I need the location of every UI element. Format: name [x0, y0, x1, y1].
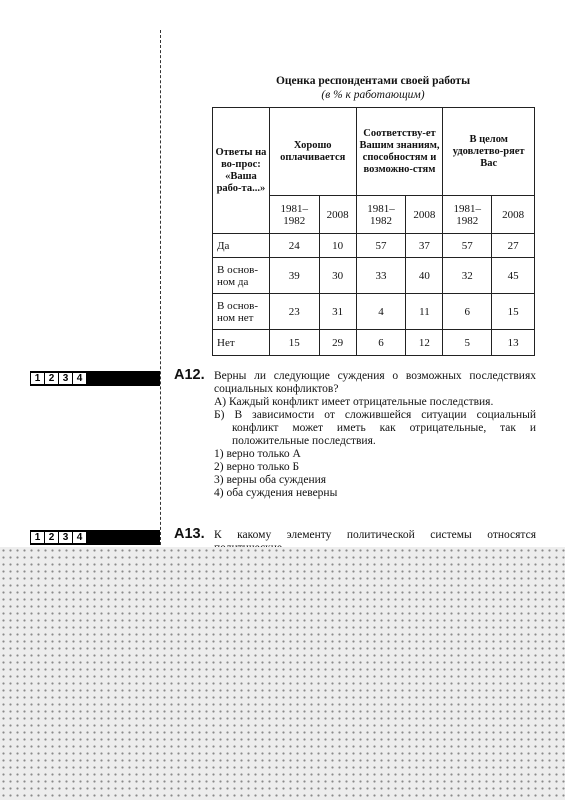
answer-option-box[interactable]: 4	[73, 532, 86, 543]
answer-option-box[interactable]: 3	[59, 373, 72, 384]
value-cell: 57	[443, 234, 492, 258]
value-cell: 10	[319, 234, 356, 258]
answer-box-a13	[30, 530, 160, 545]
group-header: Хорошо оплачивается	[269, 108, 356, 196]
answer-option-box[interactable]: 3	[59, 532, 72, 543]
value-cell: 6	[356, 330, 406, 356]
value-cell: 23	[269, 294, 319, 330]
statement: А) Каждый конфликт имеет отрицательные последствия.	[214, 396, 494, 408]
year-cell: 2008	[406, 196, 443, 234]
question-text: Верны ли следующие суждения о возможных последствиях социальных конфликтов?	[214, 370, 536, 395]
value-cell: 40	[406, 258, 443, 294]
answer-option: 4) оба суждения неверны	[214, 487, 338, 499]
question-text: К какому элементу политической системы относятся	[214, 529, 536, 541]
value-cell: 29	[319, 330, 356, 356]
question-number: А12.	[174, 367, 205, 383]
value-cell: 15	[269, 330, 319, 356]
answer-box-a12	[30, 371, 160, 386]
table-row	[213, 330, 535, 356]
table-row	[213, 234, 535, 258]
year-cell: 1981–1982	[269, 196, 319, 234]
value-cell: 15	[492, 294, 535, 330]
value-cell: 57	[356, 234, 406, 258]
value-cell: 39	[269, 258, 319, 294]
table-title: Оценка респондентами своей работы	[275, 75, 471, 87]
value-cell: 6	[443, 294, 492, 330]
answer-option-box[interactable]: 2	[45, 373, 58, 384]
year-cell: 2008	[492, 196, 535, 234]
question-a12	[214, 370, 536, 500]
question-number: А13.	[174, 526, 205, 542]
answer-option-box[interactable]: 1	[31, 373, 44, 384]
value-cell: 13	[492, 330, 535, 356]
answer-option: 3) верны оба суждения	[214, 474, 327, 486]
row-label: В основ-ном нет	[213, 294, 270, 330]
value-cell: 11	[406, 294, 443, 330]
year-cell: 1981–1982	[356, 196, 406, 234]
value-cell: 32	[443, 258, 492, 294]
group-header: Соответству-ет Вашим знаниям, способностям и возможно-стям	[356, 108, 443, 196]
answer-option-box[interactable]: 4	[73, 373, 86, 384]
year-cell: 2008	[319, 196, 356, 234]
year-cell: 1981–1982	[443, 196, 492, 234]
value-cell: 33	[356, 258, 406, 294]
row-label: Да	[213, 234, 270, 258]
answer-option-box[interactable]: 1	[31, 532, 44, 543]
value-cell: 31	[319, 294, 356, 330]
row-label: Нет	[213, 330, 270, 356]
table-header-row	[213, 108, 535, 196]
statement: Б) В зависимости от сложившейся ситуации социальный конфликт может иметь как отрицательные, так и положительные последствия.	[214, 409, 536, 447]
answer-option: 1) верно только А	[214, 448, 301, 460]
table-row	[213, 294, 535, 330]
row-header-cell: Ответы на во-прос: «Ваша рабо-та...»	[213, 108, 270, 234]
value-cell: 45	[492, 258, 535, 294]
group-header: В целом удовлетво-ряет Вас	[443, 108, 535, 196]
cut-line	[160, 30, 161, 550]
value-cell: 12	[406, 330, 443, 356]
value-cell: 24	[269, 234, 319, 258]
value-cell: 5	[443, 330, 492, 356]
value-cell: 37	[406, 234, 443, 258]
value-cell: 4	[356, 294, 406, 330]
answer-option-box[interactable]: 2	[45, 532, 58, 543]
value-cell: 27	[492, 234, 535, 258]
table-subtitle: (в % к работающим)	[321, 89, 425, 101]
survey-table	[212, 107, 535, 356]
value-cell: 30	[319, 258, 356, 294]
answer-option: 2) верно только Б	[214, 461, 300, 473]
table-row	[213, 258, 535, 294]
row-label: В основ-ном да	[213, 258, 270, 294]
dotted-overlay	[0, 547, 565, 800]
